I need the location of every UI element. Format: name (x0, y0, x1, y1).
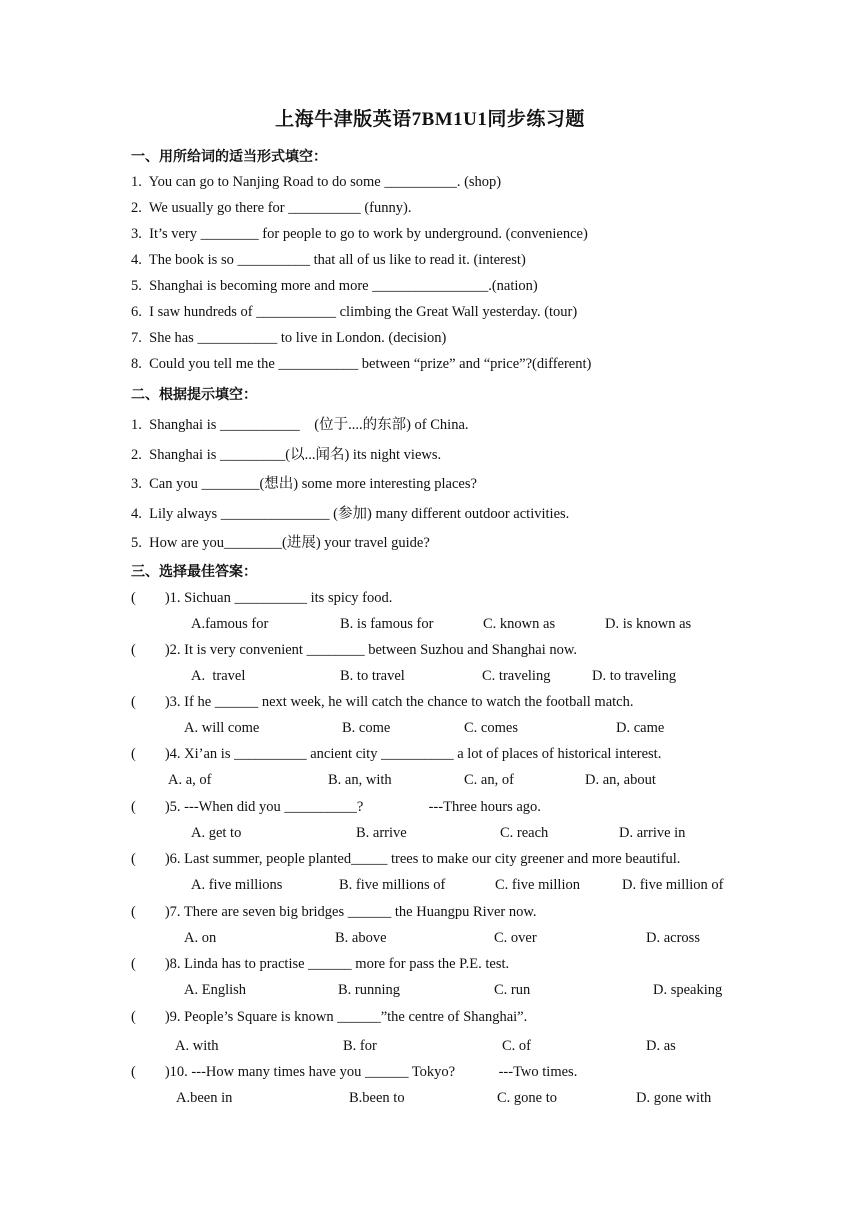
mc-option: D. arrive in (619, 825, 686, 841)
mc-question: ( )2. It is very convenient ________ between Suzhou and Shanghai now. (131, 642, 578, 658)
mc-option: A. with (175, 1038, 219, 1054)
s2-item: 4. Lily always _______________ (参加) many different outdoor activities. (131, 506, 570, 522)
s2-item: 3. Can you ________(想出) some more interesting places? (131, 476, 477, 492)
mc-option: D. came (616, 720, 665, 736)
mc-option: A.famous for (191, 616, 269, 632)
mc-option: C. traveling (482, 668, 551, 684)
mc-question: ( )1. Sichuan __________ its spicy food. (131, 590, 393, 606)
mc-option: B. for (343, 1038, 377, 1054)
s2-item: 1. Shanghai is ___________ (位于....的东部) of China. (131, 417, 469, 433)
mc-option: C. over (494, 930, 537, 946)
mc-option: A. English (184, 982, 247, 998)
s1-item: 6. I saw hundreds of ___________ climbing the Great Wall yesterday. (tour) (131, 304, 578, 320)
s2-item: 2. Shanghai is _________(以...闻名) its night views. (131, 447, 442, 463)
s1-item: 7. She has ___________ to live in London. (decision) (131, 330, 447, 346)
mc-option: B. is famous for (340, 616, 434, 632)
mc-question: ( )8. Linda has to practise ______ more for pass the P.E. test. (131, 956, 510, 972)
mc-option: D. an, about (585, 772, 656, 788)
mc-option: C. comes (464, 720, 518, 736)
mc-option: A. five millions (191, 877, 283, 893)
mc-option: B.been to (349, 1090, 405, 1106)
section-1-heading: 一、用所给词的适当形式填空： (131, 149, 327, 165)
mc-option: B. arrive (356, 825, 407, 841)
mc-option: C. run (494, 982, 531, 998)
mc-question: ( )7. There are seven big bridges ______ the Huangpu River now. (131, 904, 537, 920)
mc-option: D. to traveling (592, 668, 677, 684)
mc-option: B. above (335, 930, 387, 946)
s1-item: 8. Could you tell me the ___________ between “prize” and “price”?(different) (131, 356, 592, 372)
section-3-heading: 三、选择最佳答案： (131, 564, 257, 580)
mc-option: A.been in (176, 1090, 233, 1106)
mc-option: C. reach (500, 825, 549, 841)
mc-option: D. as (646, 1038, 676, 1054)
s1-item: 5. Shanghai is becoming more and more ________________.(nation) (131, 278, 538, 294)
mc-question: ( )9. People’s Square is known ______”the centre of Shanghai”. (131, 1009, 528, 1025)
s1-item: 1. You can go to Nanjing Road to do some __________. (shop) (131, 174, 502, 190)
mc-option: C. of (502, 1038, 531, 1054)
mc-option: A. on (184, 930, 217, 946)
s1-item: 4. The book is so __________ that all of us like to read it. (interest) (131, 252, 526, 268)
s1-item: 2. We usually go there for __________ (funny). (131, 200, 412, 216)
mc-question: ( )5. ---When did you __________? ---Three hours ago. (131, 799, 541, 815)
mc-option: B. an, with (328, 772, 392, 788)
mc-option: C. known as (483, 616, 556, 632)
mc-option: A. travel (191, 668, 246, 684)
mc-option: D. is known as (605, 616, 692, 632)
page-title: 上海牛津版英语7BM1U1同步练习题 (275, 109, 585, 130)
mc-option: B. to travel (340, 668, 405, 684)
mc-option: D. five million of (622, 877, 724, 893)
mc-question: ( )6. Last summer, people planted_____ trees to make our city greener and more beautiful. (131, 851, 681, 867)
s1-item: 3. It’s very ________ for people to go to work by underground. (convenience) (131, 226, 588, 242)
mc-option: A. a, of (168, 772, 212, 788)
mc-question: ( )4. Xi’an is __________ ancient city __________ a lot of places of historical interest. (131, 746, 662, 762)
section-2-heading: 二、根据提示填空： (131, 387, 257, 403)
mc-option: C. five million (495, 877, 580, 893)
mc-option: D. gone with (636, 1090, 712, 1106)
mc-option: C. gone to (497, 1090, 558, 1106)
s2-item: 5. How are you________(进展) your travel guide? (131, 535, 430, 551)
mc-question: ( )10. ---How many times have you ______ Tokyo? ---Two times. (131, 1064, 578, 1080)
mc-option: D. speaking (653, 982, 723, 998)
mc-option: B. running (338, 982, 401, 998)
mc-option: A. get to (191, 825, 242, 841)
mc-option: B. five millions of (339, 877, 446, 893)
mc-option: B. come (342, 720, 391, 736)
mc-option: C. an, of (464, 772, 514, 788)
mc-option: D. across (646, 930, 700, 946)
mc-option: A. will come (184, 720, 260, 736)
mc-question: ( )3. If he ______ next week, he will catch the chance to watch the football match. (131, 694, 634, 710)
